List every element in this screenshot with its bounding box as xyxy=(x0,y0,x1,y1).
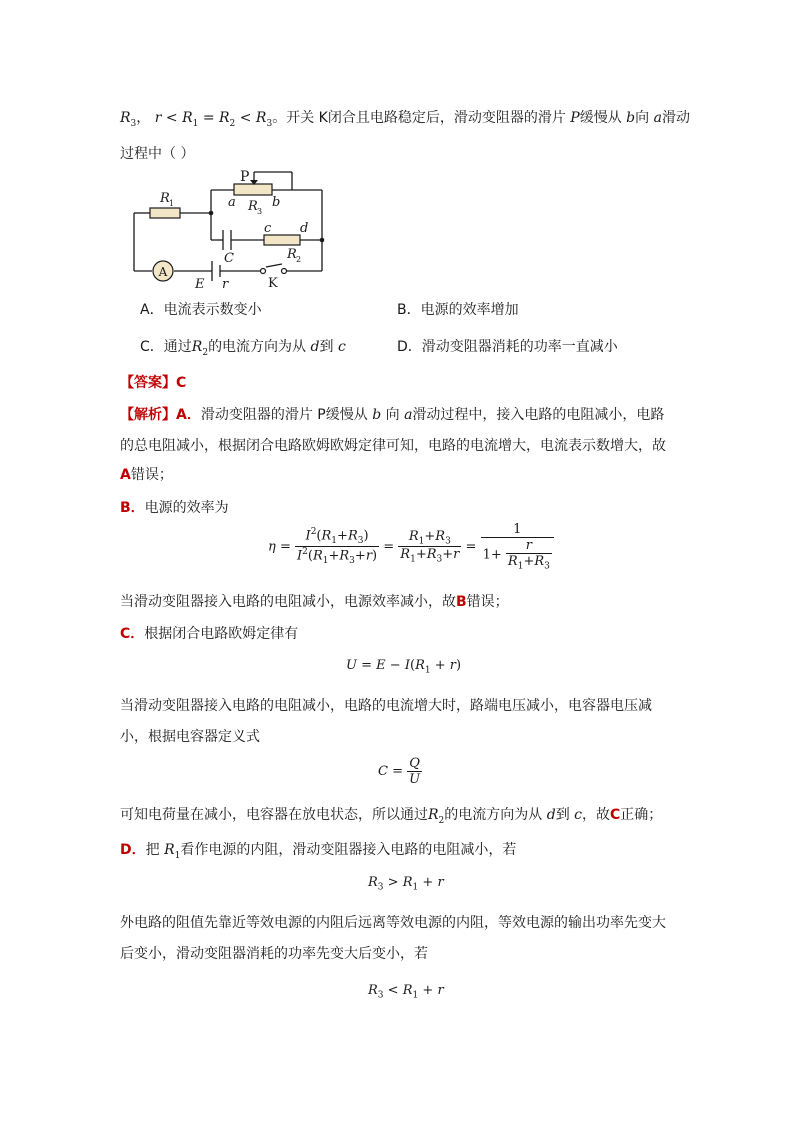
junction-dot xyxy=(209,211,214,216)
analysis-b-heading: B．电源的效率为 xyxy=(120,500,229,516)
resistor-r1 xyxy=(150,208,180,218)
label-r2: R xyxy=(287,247,297,262)
label-r1: R xyxy=(160,191,170,206)
analysis-b-line-2: 当滑动变阻器接入电路的电阻减小，电源效率减小，故B错误； xyxy=(120,594,509,610)
label-b: b xyxy=(272,195,281,210)
label-c: c xyxy=(264,221,272,236)
switch-contact xyxy=(282,269,287,274)
label-r3-sub: 3 xyxy=(257,207,263,216)
question-line-1: $R_3$， $r < R_1 = R_2 < R_3$。开关 K闭合且电路稳定后，滑动变阻器的滑片 P缓慢从 b向 a滑动 xyxy=(120,110,690,129)
analysis-line-3: A错误； xyxy=(120,467,173,483)
question-line-2: 过程中（ ） xyxy=(120,146,195,162)
analysis-d-line-2: 外电路的阻值先靠近等效电源的内阻后远离等效电源的内阻，等效电源的输出功率先变大 xyxy=(120,915,666,931)
analysis-d-line-3: 后变小，滑动变阻器消耗的功率先变大后变小，若 xyxy=(120,946,428,962)
ammeter-label: A xyxy=(158,265,168,279)
option-b[interactable]: B．电源的效率增加 xyxy=(397,302,519,318)
label-r2-sub: 2 xyxy=(296,255,302,264)
switch-contact xyxy=(261,269,266,274)
capacitance-equation: C = $\frac{Q}{U}$ xyxy=(378,756,421,787)
option-a[interactable]: A．电流表示数变小 xyxy=(140,302,262,318)
analysis-c-line-3: 小，根据电容器定义式 xyxy=(120,729,260,745)
efficiency-equation: η = $\frac{I^2(R_1+R_3)}{I^2(R_1+R_3+r)}$ = $\frac{R_1+R_3}{R_1+R_3+r}$ = 1 1+ $\frac{r}{R_1+R_3}$ xyxy=(268,522,554,572)
label-internal-r: r xyxy=(222,277,229,291)
label-p: P xyxy=(240,169,250,185)
resistor-r2 xyxy=(264,235,300,245)
analysis-line-1: 【解析】A．滑动变阻器的滑片 P缓慢从 b 向 a滑动过程中，接入电路的电阻减小，电路 xyxy=(120,407,665,423)
inequality-2: $R_3 < R_1 + r$ xyxy=(368,983,444,1001)
label-r1-sub: 1 xyxy=(169,199,175,208)
answer-line: 【答案】C xyxy=(120,375,187,391)
label-capacitor: C xyxy=(224,251,234,266)
label-switch: K xyxy=(268,276,278,291)
label-d: d xyxy=(300,221,309,236)
inequality-1: $R_3 > R_1 + r$ xyxy=(368,875,444,893)
circuit-diagram xyxy=(120,166,340,291)
option-c[interactable]: C．通过$R_2$的电流方向为从 d到 c xyxy=(140,339,346,358)
analysis-c-heading: C．根据闭合电路欧姆定律有 xyxy=(120,626,299,642)
rheostat-r3 xyxy=(234,184,272,195)
label-a: a xyxy=(228,195,236,210)
option-d[interactable]: D．滑动变阻器消耗的功率一直减小 xyxy=(397,339,618,355)
analysis-d-heading: D．把 $R_1$看作电源的内阻，滑动变阻器接入电路的电阻减小，若 xyxy=(120,842,517,861)
junction-dot xyxy=(320,238,325,243)
analysis-line-2: 的总电阻减小，根据闭合电路欧姆欧姆定律可知，电路的电流增大，电流表示数增大，故 xyxy=(120,438,666,454)
analysis-c-line-4: 可知电荷量在减小，电容器在放电状态，所以通过$R_2$的电流方向为从 d到 c，故C正确； xyxy=(120,807,663,826)
label-emf: E xyxy=(195,277,205,291)
ohm-law-equation: $U = E - I(R_1 + r)$ xyxy=(346,658,462,676)
label-r3: R xyxy=(248,199,258,214)
analysis-c-line-2: 当滑动变阻器接入电路的电阻减小，电路的电流增大时，路端电压减小，电容器电压减 xyxy=(120,698,652,714)
